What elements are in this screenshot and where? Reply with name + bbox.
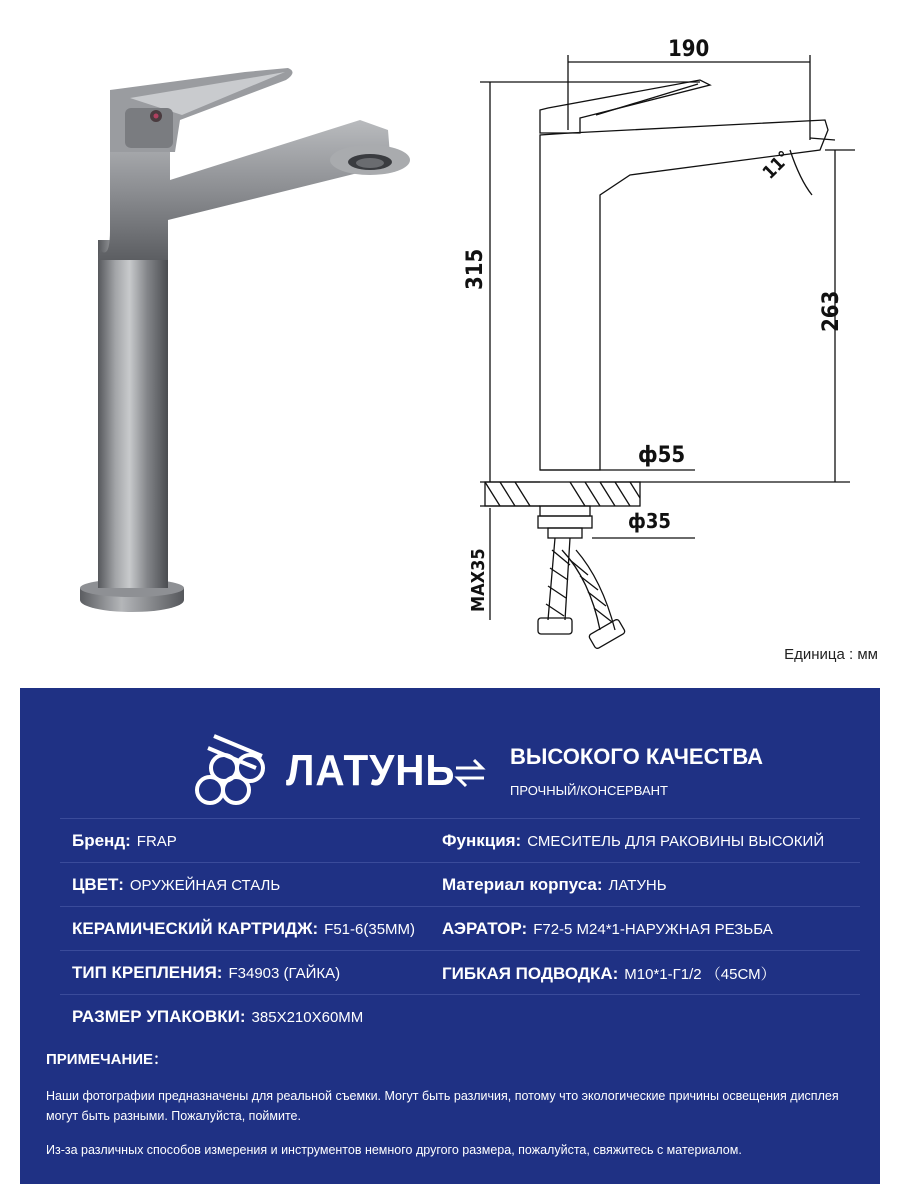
dim-height-spout-label: 263: [819, 290, 844, 332]
note-line: Наши фотографии предназначены для реальной съемки. Могут быть различия, потому что экологические причины освещения дисплея могут быть разными. Пожалуйста, поймите.: [46, 1089, 839, 1123]
dim-width-label: 190: [668, 37, 710, 62]
spec-row: [60, 818, 860, 863]
swap-arrows-icon: [450, 756, 490, 790]
spec-row: [60, 950, 860, 995]
unit-note: Единица : мм: [784, 646, 878, 663]
spec-label: Функция:: [442, 831, 522, 850]
spec-row: [60, 994, 860, 1039]
spec-panel: [20, 688, 880, 1184]
quality-subtitle: ПРОЧНЫЙ/КОНСЕРВАНТ: [510, 783, 668, 798]
spec-label: АЭРАТОР:: [442, 919, 528, 938]
dim-max-thickness-label: MAX35: [468, 548, 489, 612]
brass-rods-icon: [192, 730, 270, 808]
dim-height-total-label: 315: [463, 248, 488, 290]
dim-stem-diameter-label: ф35: [628, 509, 671, 533]
spec-label: Бренд:: [72, 831, 131, 850]
dimension-drawing: [440, 20, 890, 670]
spec-value: СМЕСИТЕЛЬ ДЛЯ РАКОВИНЫ ВЫСОКИЙ: [527, 833, 825, 850]
dim-angle-label: 11°: [758, 147, 796, 184]
spec-value: F51-6(35ММ): [324, 921, 416, 938]
spec-row: [60, 862, 860, 907]
spec-value: FRAP: [136, 833, 177, 850]
hero-banner: [20, 688, 880, 808]
spec-value: ОРУЖЕЙНАЯ СТАЛЬ: [129, 877, 281, 894]
spec-label: ЦВЕТ:: [72, 875, 124, 894]
material-title: ЛАТУНЬ: [286, 746, 456, 795]
faucet-photo: [70, 60, 410, 630]
spec-label: Материал корпуса:: [442, 875, 603, 894]
spec-value: F34903 (ГАЙКА): [228, 965, 341, 982]
spec-value: F72-5 М24*1-НАРУЖНАЯ РЕЗЬБА: [533, 921, 773, 938]
spec-value: ЛАТУНЬ: [608, 877, 667, 894]
note-title: ПРИМЕЧАНИЕ：: [46, 1051, 169, 1068]
note-line: Из-за различных способов измерения и инструментов немного другого размера, пожалуйста, свяжитесь с материалом.: [46, 1143, 742, 1157]
spec-value: 385Х210Х60ММ: [251, 1009, 364, 1026]
quality-title: ВЫСОКОГО КАЧЕСТВА: [510, 744, 764, 769]
spec-value: М10*1-Г1/2 （45СМ）: [624, 966, 776, 983]
spec-label: РАЗМЕР УПАКОВКИ:: [72, 1007, 246, 1026]
spec-label: ГИБКАЯ ПОДВОДКА:: [442, 964, 619, 983]
spec-row: [60, 906, 860, 951]
dim-base-diameter-label: ф55: [638, 443, 686, 468]
spec-label: ТИП КРЕПЛЕНИЯ:: [72, 963, 223, 982]
spec-label: КЕРАМИЧЕСКИЙ КАРТРИДЖ:: [72, 919, 319, 938]
